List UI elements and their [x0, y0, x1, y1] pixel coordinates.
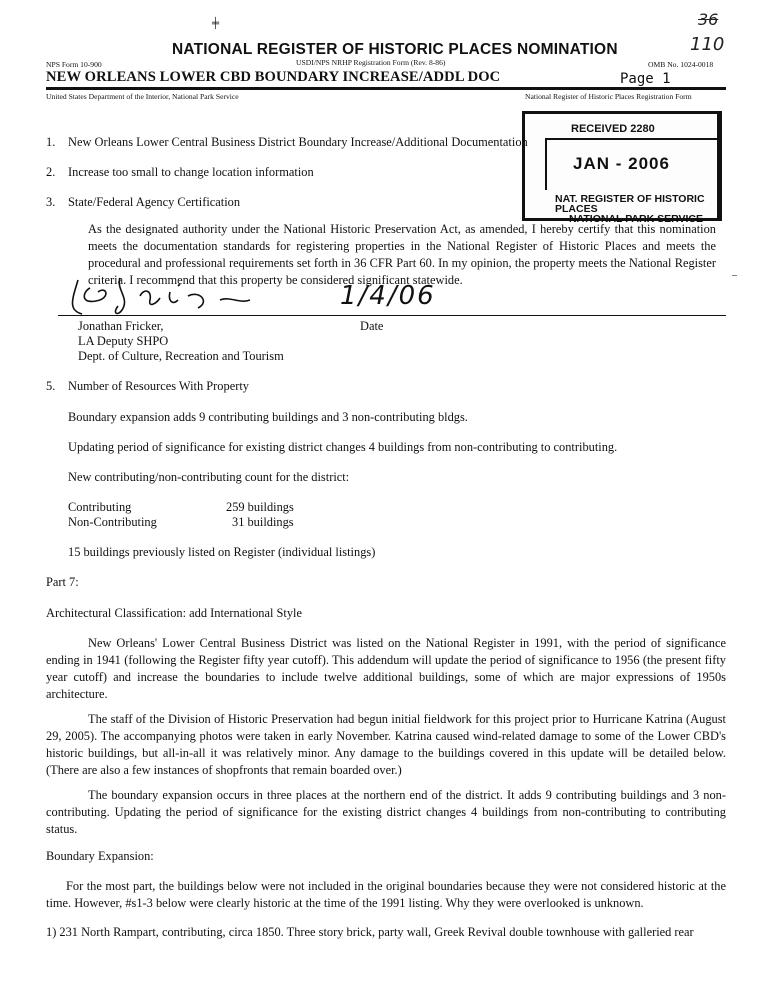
- item-text: Number of Resources With Property: [68, 379, 249, 393]
- received-stamp: [522, 111, 722, 225]
- resources-expansion: Boundary expansion adds 9 contributing buildings and 3 non-contributing bldgs.: [68, 410, 468, 424]
- paragraph-expansion: The boundary expansion occurs in three places at the northern end of the district. It adds 9 contributing buildings and 3 non-contributing. Updating the period of significance for the existing district changes 4 buildings from non-contributing to contributing status.: [46, 788, 726, 836]
- item-number: 1.: [46, 135, 56, 149]
- item-2: [46, 164, 314, 181]
- paragraph-boundary: For the most part, the buildings below were not included in the original boundaries because they were not considered historic at the time. However, #s1-3 below were clearly historic at the time of the 1991 listing. Why they were overlooked is unknown.: [46, 879, 726, 910]
- stamp-register: [555, 194, 717, 224]
- signer-name: Jonathan Fricker,: [78, 319, 164, 333]
- signature-stroke: [73, 278, 251, 314]
- form-main-title: NATIONAL REGISTER OF HISTORIC PLACES NOMINATION: [172, 41, 618, 58]
- signer-title: LA Deputy SHPO: [78, 334, 169, 348]
- noncontributing-value: 31 buildings: [232, 515, 294, 529]
- item-number: 3.: [46, 195, 56, 209]
- form-number: NPS Form 10-900: [46, 60, 102, 69]
- signer-department: Dept. of Culture, Recreation and Tourism: [78, 349, 284, 363]
- item-text: Increase too small to change location information: [68, 165, 314, 179]
- contributing-label: Contributing: [68, 500, 132, 514]
- paragraph-listing-history: New Orleans' Lower Central Business District was listed on the National Register in 1991, with the period of significance ending in 1941 (following the Register fifty year cutoff). This addendum will update the period of significance to 1956 (the present fifty year cutoff) and increase the boundaries to include twelve additional buildings, some of which are major expressions of 1950s architecture.: [46, 636, 726, 701]
- margin-mark: –: [732, 270, 737, 281]
- item-5: [46, 378, 249, 395]
- signature-line: [58, 315, 726, 316]
- item-1: [46, 134, 528, 151]
- stamp-register-line: NAT. REGISTER OF HISTORIC PLACES: [555, 193, 705, 215]
- page-label: Page 1: [620, 71, 671, 87]
- part7-heading: Part 7:: [46, 575, 79, 589]
- signature-date: 1/4/06: [340, 281, 436, 311]
- stray-mark: ╪: [212, 18, 220, 29]
- handwritten-count: 36: [698, 10, 719, 29]
- registration-form-label: National Register of Historic Places Registration Form: [525, 92, 692, 101]
- paragraph-katrina: The staff of the Division of Historic Preservation had begun initial fieldwork for this project prior to Hurricane Katrina (August 29, 2005). The accompanying photos were taken in early November. Katrina caused wind-related damage to some of the Lower CBD's historic buildings, but all-in-all it was relatively minor. Any damage to the buildings covered in this update will be detailed below. (There are also a few instances of shopfronts that remain boarded over.): [46, 712, 726, 777]
- resources-update: Updating period of significance for existing district changes 4 buildings from non-contributing to contributing.: [68, 440, 618, 454]
- document-title: NEW ORLEANS LOWER CBD BOUNDARY INCREASE/ADDL DOC: [46, 69, 501, 85]
- list-item: 1) 231 North Rampart, contributing, circa 1850. Three story brick, party wall, Greek Revival double townhouse with galleried rear: [46, 925, 694, 939]
- resources-count-intro: New contributing/non-contributing count for the district:: [68, 470, 350, 484]
- item-text: New Orleans Lower Central Business District Boundary Increase/Additional Documentation: [68, 135, 528, 149]
- header-divider: [46, 87, 726, 90]
- omb-number: OMB No. 1024-0018: [648, 60, 714, 69]
- item-3: [46, 194, 241, 211]
- form-revision: USDI/NPS NRHP Registration Form (Rev. 8-86): [296, 58, 446, 67]
- handwritten-page-number: 110: [690, 34, 725, 55]
- stamp-date: JAN - 2006: [573, 154, 670, 173]
- architectural-classification: Architectural Classification: add International Style: [46, 606, 302, 620]
- noncontributing-label: Non-Contributing: [68, 515, 157, 529]
- department-label: United States Department of the Interior, National Park Service: [46, 92, 239, 101]
- item-text: State/Federal Agency Certification: [68, 195, 241, 209]
- contributing-value: 259 buildings: [226, 500, 294, 514]
- item-number: 5.: [46, 379, 56, 393]
- previously-listed-note: 15 buildings previously listed on Register (individual listings): [68, 545, 376, 559]
- boundary-expansion-heading: Boundary Expansion:: [46, 849, 154, 863]
- item-number: 2.: [46, 165, 56, 179]
- stamp-received-text: RECEIVED 2280: [571, 123, 655, 135]
- stamp-service-line: NATIONAL PARK SERVICE: [569, 213, 703, 225]
- certification-statement: As the designated authority under the National Historic Preservation Act, as amended, I hereby certify that this nomination meets the documentation standards for registering properties in the National Register of Historic Places and meets the procedural and professional requirements set forth in 36 CFR Part 60. In my opinion, the property meets the National Register criteria. I recommend that this property be considered significant statewide.: [88, 222, 716, 287]
- date-label: Date: [360, 319, 384, 333]
